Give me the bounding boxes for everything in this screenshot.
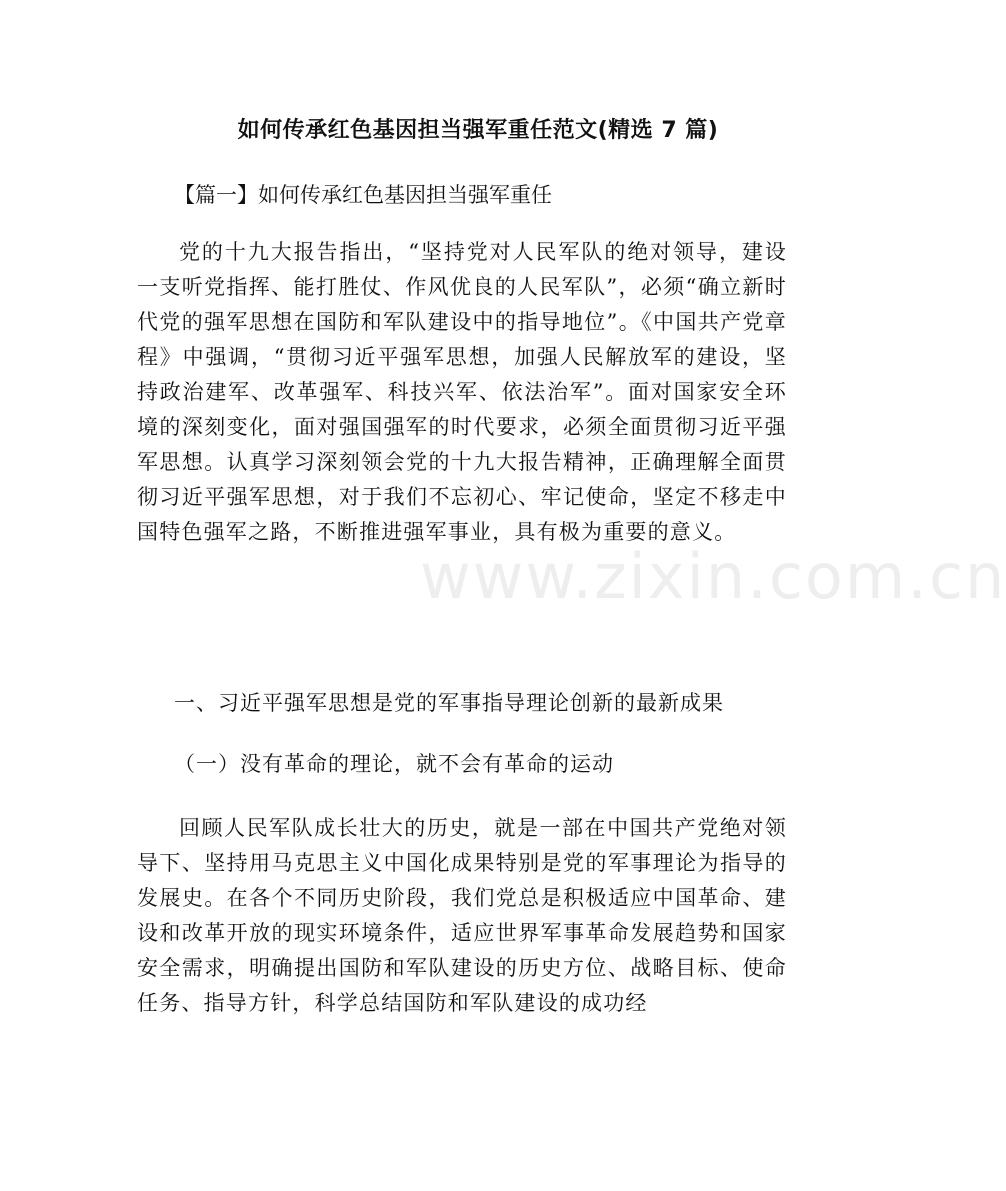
section-heading: 【篇一】如何传承红色基因担当强军重任 [174, 183, 552, 207]
paragraph-1: 党的十九大报告指出，“坚持党对人民军队的绝对领导，建设一支听党指挥、能打胜仗、作风优良的人民军队”，必须“确立新时代党的强军思想在国防和军队建设中的指导地位”。《中国共产党章程》中强调，“贯彻习近平强军思想，加强人民解放军的建设，坚持政治建军、改革强军、科技兴军、依法治军”。面对国家安全环境的深刻变化，面对强国强军的时代要求，必须全面贯彻习近平强军思想。认真学习深刻领会党的十九大报告精神，正确理解全面贯彻习近平强军思想，对于我们不忘初心、牢记使命，坚定不移走中国特色强军之路，不断推进强军事业，具有极为重要的意义。 [137, 240, 787, 544]
heading-1: 一、习近平强军思想是党的军事指导理论创新的最新成果 [174, 691, 724, 715]
heading-2: （一）没有革命的理论，就不会有革命的运动 [174, 752, 614, 776]
document-title: 如何传承红色基因担当强军重任范文(精选 7 篇) [237, 118, 719, 143]
watermark: www.zixin.com.cn [420, 540, 1006, 613]
paragraph-2: 回顾人民军队成长壮大的历史，就是一部在中国共产党绝对领导下、坚持用马克思主义中国化成果特别是党的军事理论为指导的发展史。在各个不同历史阶段，我们党总是积极适应中国革命、建设和改革开放的现实环境条件，适应世界军事革命发展趋势和国家安全需求，明确提出国防和军队建设的历史方位、战略目标、使命任务、指导方针，科学总结国防和军队建设的成功经 [137, 816, 787, 1015]
